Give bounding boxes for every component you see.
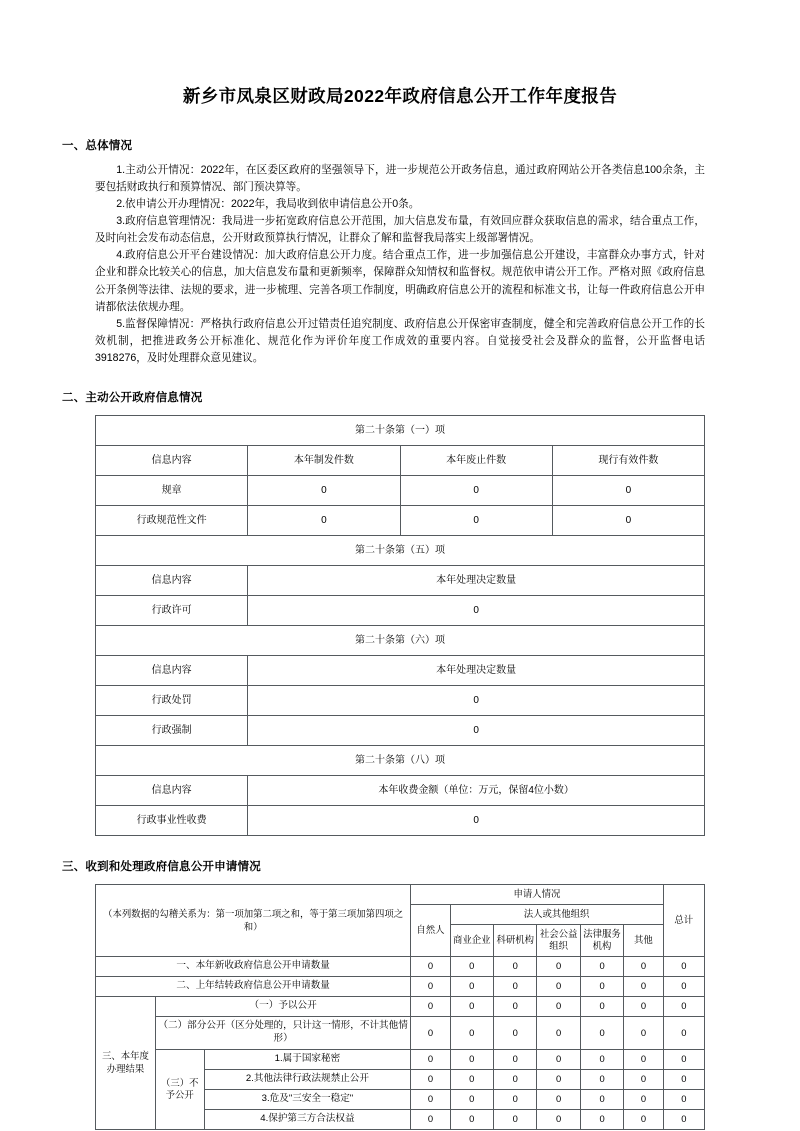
table-row (96, 1016, 705, 1049)
cell-value: 0 (450, 1069, 493, 1089)
cell-value: 0 (624, 1016, 663, 1049)
row-label: 行政事业性收费 (96, 806, 248, 836)
band-label: 第二十条第（一）项 (96, 416, 705, 446)
paragraph-1: 1.主动公开情况：2022年，在区委区政府的坚强领导下，进一步规范公开政务信息，通过政府网站公开各类信息100余条，主要包括财政执行和预算情况、部门预决算等。 (95, 163, 705, 193)
section-three (0, 836, 800, 874)
table-row (96, 806, 705, 836)
cell-value: 0 (411, 1016, 450, 1049)
cell-value: 0 (580, 957, 623, 977)
column-header: 本年处理决定数量 (248, 656, 705, 686)
cell-value: 0 (400, 506, 552, 536)
legal-entity-group-header: 法人或其他组织 (450, 905, 663, 925)
band-label: 第二十条第（六）项 (96, 626, 705, 656)
section-one (0, 109, 800, 368)
cell-value: 0 (580, 977, 623, 997)
section-one-body (0, 153, 800, 368)
cell-value: 0 (411, 1089, 450, 1109)
row-label: （一）予以公开 (155, 997, 410, 1017)
cell-value: 0 (450, 1049, 493, 1069)
natural-person-header: 自然人 (411, 905, 450, 957)
cell-value: 0 (663, 1069, 704, 1089)
cell-value: 0 (580, 1016, 623, 1049)
column-header: 信息内容 (96, 446, 248, 476)
column-header: 本年制发件数 (248, 446, 400, 476)
cell-value: 0 (537, 1069, 580, 1089)
cell-value: 0 (411, 977, 450, 997)
proactive-disclosure-table-wrap (0, 405, 800, 836)
page-title: 新乡市凤泉区财政局2022年政府信息公开工作年度报告 (182, 86, 618, 106)
table-band-row (96, 626, 705, 656)
cell-value: 0 (494, 1049, 537, 1069)
cell-value: 0 (624, 1089, 663, 1109)
cell-value: 0 (580, 1109, 623, 1129)
row-label: 1.属于国家秘密 (204, 1049, 411, 1069)
cell-value: 0 (624, 1069, 663, 1089)
table-row (96, 997, 705, 1017)
table-band-row (96, 416, 705, 446)
cell-value: 0 (580, 997, 623, 1017)
column-header: 法律服务机构 (580, 924, 623, 956)
column-header: 本年废止件数 (400, 446, 552, 476)
column-header: 本年处理决定数量 (248, 566, 705, 596)
cell-value: 0 (580, 1049, 623, 1069)
cell-value: 0 (411, 997, 450, 1017)
table-header-row (96, 885, 705, 905)
applications-table (95, 884, 705, 1129)
section-one-heading: 一、总体情况 (62, 139, 133, 152)
cell-value: 0 (450, 977, 493, 997)
cell-value: 0 (494, 977, 537, 997)
cell-value: 0 (537, 1089, 580, 1109)
row-label: 行政规范性文件 (96, 506, 248, 536)
paragraph-5: 5.监督保障情况：严格执行政府信息公开过错责任追究制度、政府信息公开保密审查制度，健全和完善政府信息公开工作的长效机制，把推进政务公开标准化、规范化作为评价年度工作成效的重要内容。自觉接受社会及群众的监督，公开监督电话3918276，及时处理群众意见建议。 (95, 317, 705, 365)
cell-value: 0 (248, 596, 705, 626)
section-three-heading: 三、收到和处理政府信息公开申请情况 (62, 861, 261, 874)
table-band-row (96, 536, 705, 566)
table-header-row (96, 656, 705, 686)
column-header: 现行有效件数 (552, 446, 704, 476)
cell-value: 0 (450, 957, 493, 977)
cell-value: 0 (537, 1049, 580, 1069)
column-header: 信息内容 (96, 566, 248, 596)
row-label: 行政处罚 (96, 686, 248, 716)
cell-value: 0 (624, 1109, 663, 1129)
cell-value: 0 (663, 1016, 704, 1049)
proactive-disclosure-table (95, 415, 705, 836)
cell-value: 0 (580, 1069, 623, 1089)
row-label: 行政强制 (96, 716, 248, 746)
cell-value: 0 (663, 957, 704, 977)
section-two (0, 367, 800, 405)
cell-value: 0 (552, 506, 704, 536)
cell-value: 0 (663, 1049, 704, 1069)
table-row (96, 596, 705, 626)
column-header: 信息内容 (96, 656, 248, 686)
cell-value: 0 (494, 957, 537, 977)
cell-value: 0 (494, 997, 537, 1017)
cell-value: 0 (411, 1049, 450, 1069)
table-row (96, 476, 705, 506)
table-row (96, 1049, 705, 1069)
cell-value: 0 (411, 957, 450, 977)
band-label: 第二十条第（八）项 (96, 746, 705, 776)
cell-value: 0 (624, 1049, 663, 1069)
paragraph-2: 2.依申请公开办理情况：2022年，我局收到依申请信息公开0条。 (116, 197, 420, 210)
cell-value: 0 (494, 1089, 537, 1109)
section-two-heading: 二、主动公开政府信息情况 (62, 392, 203, 405)
cell-value: 0 (494, 1016, 537, 1049)
cell-value: 0 (663, 977, 704, 997)
table-row (96, 957, 705, 977)
band-label: 第二十条第（五）项 (96, 536, 705, 566)
cell-value: 0 (537, 1109, 580, 1129)
table-row (96, 716, 705, 746)
cell-value: 0 (663, 1089, 704, 1109)
cell-value: 0 (624, 977, 663, 997)
table-row (96, 977, 705, 997)
paragraph-4: 4.政府信息公开平台建设情况：加大政府信息公开力度。结合重点工作，进一步加强信息公开建设，丰富群众办事方式，针对企业和群众比较关心的信息，加大信息发布量和更新频率，保障群众知情权和监督权。规范依申请公开工作。严格对照《政府信息公开条例等法律、法规的要求，进一步梳理、完善各项工作制度，明确政府信息公开的流程和标准文书，让每一件政府信息公开申请都依法依规办理。 (95, 249, 705, 313)
paragraph-3: 3.政府信息管理情况：我局进一步拓宽政府信息公开范围，加大信息发布量，有效回应群众获取信息的需求，结合重点工作，及时向社会发布动态信息，公开财政预算执行情况，让群众了解和监督我局落实上级部署情况。 (95, 214, 705, 245)
cell-value: 0 (537, 977, 580, 997)
cell-value: 0 (494, 1109, 537, 1129)
table-header-row (96, 566, 705, 596)
row-label: 规章 (96, 476, 248, 506)
cell-value: 0 (248, 716, 705, 746)
applicant-group-header: 申请人情况 (411, 885, 663, 905)
cell-value: 0 (450, 1089, 493, 1109)
cell-value: 0 (537, 957, 580, 977)
cell-value: 0 (411, 1069, 450, 1089)
table-row (96, 506, 705, 536)
cell-value: 0 (663, 997, 704, 1017)
cell-value: 0 (663, 1109, 704, 1129)
column-header: 社会公益组织 (537, 924, 580, 956)
cell-value: 0 (400, 476, 552, 506)
cell-value: 0 (450, 1016, 493, 1049)
cell-value: 0 (411, 1109, 450, 1129)
row-label: 二、上年结转政府信息公开申请数量 (96, 977, 411, 997)
nondisclosure-label: （三）不予公开 (155, 1049, 204, 1129)
annual-result-label: 三、本年度办理结果 (96, 997, 156, 1130)
row-label: 3.危及"三安全一稳定" (204, 1089, 411, 1109)
cell-value: 0 (580, 1089, 623, 1109)
row-label: 一、本年新收政府信息公开申请数量 (96, 957, 411, 977)
row-label: 行政许可 (96, 596, 248, 626)
table-row (96, 686, 705, 716)
column-header: 本年收费金额（单位：万元，保留4位小数） (248, 776, 705, 806)
row-label: 4.保护第三方合法权益 (204, 1109, 411, 1129)
cell-value: 0 (248, 476, 400, 506)
column-header: 其他 (624, 924, 663, 956)
cell-value: 0 (537, 1016, 580, 1049)
cell-value: 0 (248, 506, 400, 536)
cell-value: 0 (450, 997, 493, 1017)
cell-value: 0 (537, 997, 580, 1017)
cell-value: 0 (624, 957, 663, 977)
column-header: 科研机构 (494, 924, 537, 956)
column-header: 信息内容 (96, 776, 248, 806)
cell-value: 0 (248, 806, 705, 836)
table-band-row (96, 746, 705, 776)
column-header: 商业企业 (450, 924, 493, 956)
table-header-row (96, 776, 705, 806)
cell-value: 0 (624, 997, 663, 1017)
table-header-row (96, 446, 705, 476)
total-column-header: 总计 (663, 885, 704, 957)
checksum-note: （本列数据的勾稽关系为：第一项加第二项之和，等于第三项加第四项之和） (96, 885, 411, 957)
applications-table-wrap (0, 874, 800, 1129)
cell-value: 0 (248, 686, 705, 716)
row-label: （二）部分公开（区分处理的，只计这一情形，不计其他情形） (155, 1016, 410, 1049)
cell-value: 0 (552, 476, 704, 506)
cell-value: 0 (450, 1109, 493, 1129)
cell-value: 0 (494, 1069, 537, 1089)
row-label: 2.其他法律行政法规禁止公开 (204, 1069, 411, 1089)
